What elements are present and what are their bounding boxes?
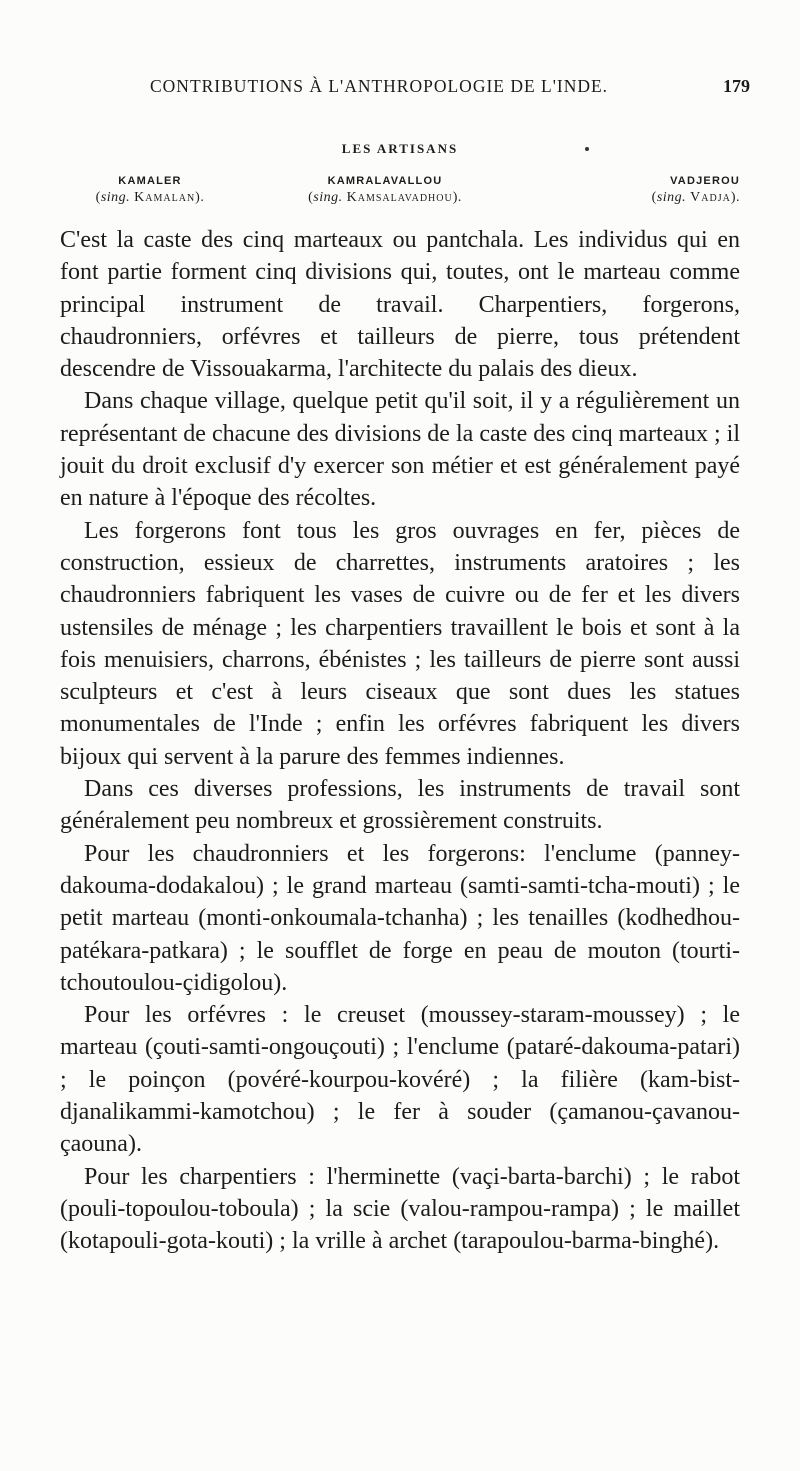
running-head (110, 76, 750, 100)
print-speck (585, 147, 589, 151)
division-kamaler (80, 175, 220, 206)
paragraph-forgerons-tools: Pour les chaudronniers et les forgerons: l'enclume (panney-dakouma-dodakalou) ; le grand marteau (samti-samti-tcha-mouti) ; le petit marteau (monti-onkoumala-tchanha) ; les tenailles (kodhedhou-patékara-patkara) ; le soufflet de forge en peau de mouton (tourti-tchoutoulou-çidigolou). (60, 840, 740, 996)
division-kamralavallou (240, 175, 530, 206)
body-text (60, 224, 740, 1258)
paragraph-charpentiers-tools: Pour les charpentiers : l'herminette (vaçi-barta-barchi) ; le rabot (pouli-topoulou-toboula) ; la scie (valou-rampou-rampa) ; le maillet (kotapouli-gota-kouti) ; la vrille à archet (tarapoulou-barma-binghé). (60, 1163, 740, 1255)
page-number: 179 (723, 76, 750, 96)
division-name: KAMALER (118, 175, 182, 187)
division-name: KAMRALAVALLOU (327, 175, 443, 187)
division-singular: (sing. Kamsalavadhou). (308, 190, 462, 205)
division-names (60, 175, 740, 221)
division-singular: (sing. Kamalan). (95, 190, 205, 205)
paragraph-caste-intro: C'est la caste des cinq marteaux ou pantchala. Les individus qui en font partie forment cinq divisions qui, toutes, ont le marteau comme principal instrument de travail. Charpentiers, forgerons, chaudronniers, orfévres et tailleurs de pierre, tous prétendent descendre de Vissouakarma, l'architecte du palais des dieux. (60, 227, 740, 383)
paragraph-village: Dans chaque village, quelque petit qu'il soit, il y a régulièrement un représentant de chacune des divisions de la caste des cinq marteaux ; il jouit du droit exclusif d'y exercer son métier et est généralement payé en nature à l'époque des récoltes. (60, 388, 740, 512)
division-name: VADJEROU (670, 175, 740, 187)
section-title: LES ARTISANS (341, 141, 459, 156)
division-singular: (sing. Vadja). (651, 190, 740, 205)
paragraph-trades: Les forgerons font tous les gros ouvrages en fer, pièces de construction, essieux de charrettes, instruments aratoires ; les chaudronniers fabriquent les vases de cuivre ou de fer et les divers ustensiles de ménage ; les charpentiers travaillent le bois et sont à la fois menuisiers, charrons, ébénistes ; les tailleurs de pierre sont aussi sculpteurs et c'est à leurs ciseaux que sont dues les statues monumentales de l'Inde ; enfin les orfévres fabriquent les divers bijoux qui servent à la parure des femmes indiennes. (60, 517, 740, 770)
paragraph-orfevres-tools: Pour les orfévres : le creuset (moussey-staram-moussey) ; le marteau (çouti-samti-ongouçouti) ; l'enclume (pataré-dakouma-patari) ; le poinçon (povéré-kourpou-kovéré) ; la filière (kam-bist-djanalikammi-kamotchou) ; le fer à souder (çamanou-çavanou-çaouna). (60, 1002, 740, 1158)
division-vadjerou (580, 175, 740, 206)
paragraph-instruments: Dans ces diverses professions, les instruments de travail sont généralement peu nombreux et grossièrement construits. (60, 776, 740, 835)
running-title: CONTRIBUTIONS À L'ANTHROPOLOGIE DE L'INDE. (150, 76, 609, 96)
